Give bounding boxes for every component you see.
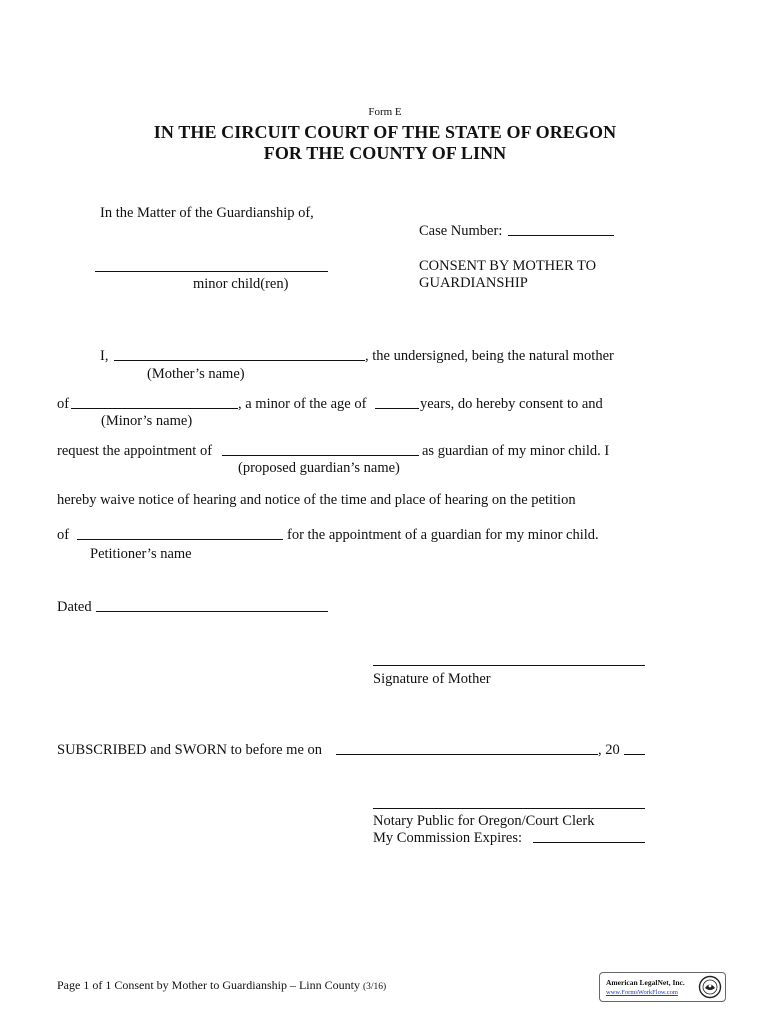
minor-age-field[interactable] (375, 408, 419, 409)
minors-name-label: (Minor’s name) (101, 413, 193, 429)
notary-signature-line[interactable] (373, 808, 645, 809)
form-label: Form E (368, 106, 402, 118)
minor-children-label: minor child(ren) (193, 276, 289, 292)
commission-expires-field[interactable] (533, 842, 645, 843)
year-suffix-field[interactable] (624, 754, 645, 755)
i-prefix: I, (100, 348, 109, 364)
seal-icon (698, 975, 722, 999)
proposed-guardian-label: (proposed guardian’s name) (238, 460, 400, 476)
of-prefix-2: of (57, 527, 70, 543)
court-title-line1: IN THE CIRCUIT COURT OF THE STATE OF OREGON (153, 122, 617, 142)
mothers-name-field[interactable] (114, 360, 365, 361)
proposed-guardian-field[interactable] (222, 455, 419, 456)
page-footer (57, 978, 386, 993)
document-title-line1: CONSENT BY MOTHER TO (419, 258, 597, 274)
document-title-line2: GUARDIANSHIP (419, 275, 528, 291)
court-title-line2: FOR THE COUNTY OF LINN (263, 143, 507, 163)
as-guardian-text: as guardian of my minor child. I (422, 443, 610, 459)
case-number-field[interactable] (508, 235, 614, 236)
matter-heading: In the Matter of the Guardianship of, (100, 205, 314, 221)
minor-age-text: , a minor of the age of (238, 396, 367, 412)
mothers-name-label: (Mother’s name) (147, 366, 245, 382)
footer-text: Page 1 of 1 Consent by Mother to Guardianship – Linn County (57, 978, 360, 992)
petitioner-name-field[interactable] (77, 539, 283, 540)
logo-website-link[interactable]: www.FormsWorkFlow.com (606, 989, 678, 996)
of-prefix: of (57, 396, 70, 412)
dated-label: Dated (57, 599, 92, 615)
minors-name-field[interactable] (71, 408, 238, 409)
dated-field[interactable] (96, 611, 328, 612)
years-text: years, do hereby consent to and (420, 396, 603, 412)
commission-expires-label: My Commission Expires: (373, 830, 523, 846)
mother-signature-line[interactable] (373, 665, 645, 666)
notary-title: Notary Public for Oregon/Court Clerk (373, 813, 595, 829)
publisher-logo (599, 972, 726, 1002)
footer-revision: (3/16) (362, 982, 387, 992)
sworn-date-field[interactable] (336, 754, 598, 755)
signature-of-mother-label: Signature of Mother (373, 671, 491, 687)
subscribed-text: SUBSCRIBED and SWORN to before me on (57, 742, 323, 758)
undersigned-text: , the undersigned, being the natural mother (365, 348, 614, 364)
appointment-text: for the appointment of a guardian for my minor child. (287, 527, 599, 543)
minor-child-name-field[interactable] (95, 271, 328, 272)
petitioner-name-label: Petitioner’s name (90, 546, 192, 562)
logo-company-name: American LegalNet, Inc. (606, 978, 685, 987)
waive-text: hereby waive notice of hearing and notice of the time and place of hearing on the petition (57, 492, 576, 508)
year-prefix: , 20 (598, 742, 620, 758)
case-number-label: Case Number: (419, 223, 503, 239)
request-text: request the appointment of (57, 443, 213, 459)
